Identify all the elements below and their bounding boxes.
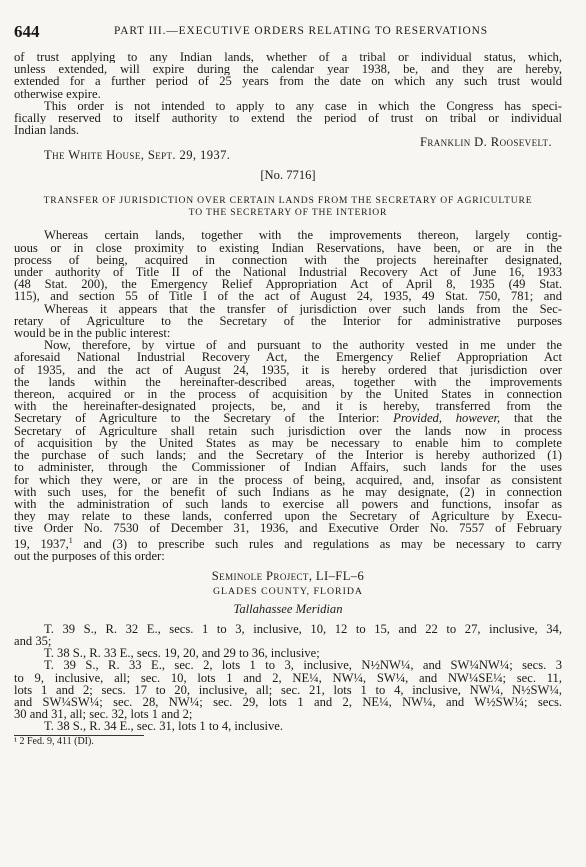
order-title-line-2: TO THE SECRETARY OF THE INTERIOR [188,207,388,219]
text-line: (48 Stat. 200), the Emergency Relief Appropriation Act of April 8, 1935 (49 Stat. [14,278,562,291]
text-line: This order is not intended to apply to any case in which the Congress has speci- [44,99,562,113]
tract-line: T. 39 S., R. 33 E., sec. 2, lots 1 to 3, inclusive, N½NW¼, and SW¼NW¼; secs. 3 [44,659,562,672]
text-line: Indian lands. [14,124,80,137]
text-line: aforesaid National Industrial Recovery Act, the Emergency Relief Appropriation Act [14,351,562,364]
text-line: would be in the public interest: [14,327,171,340]
text-line: with the administration of such lands to exercise all powers and functions, insofar as [14,497,562,511]
text-line: of trust applying to any Indian lands, whether of a tribal or individual status, which, [14,51,562,64]
tract-line: T. 39 S., R. 32 E., secs. 1 to 3, inclusive, 10, 12 to 15, and 22 to 27, inclusive, 34, [44,622,562,635]
text-line: out the purposes of this order: [14,549,165,563]
text-line: unless extended, will expire during the calendar year 1938, be, and they are hereby, [14,63,562,76]
project-heading: Seminole Project, LI–FL–6 [211,570,365,583]
text-line: of acquisition by the United States as may be necessary to enable him to complete [14,436,562,450]
text-line: the purchase of such lands; and the Secretary of the Interior is hereby authorized (1) [14,449,562,462]
text-line: 19, 1937,$^1$ and (3) to prescribe such rules and regulations as may be necessary to carry [14,535,562,550]
text-line: the lands within the hereinafter-described areas, together with the improvements [14,375,562,389]
text-line: uous or in close proximity to existing Indian Reservations, have been, or are in the [14,241,562,254]
text-line: for which they were, or are in the process of being, acquired, and, insofar as consistent [14,473,562,486]
tract-line: T. 38 S., R. 33 E., secs. 19, 20, and 29 to 36, inclusive; [44,647,320,660]
text-line: otherwise expire. [14,87,101,100]
tract-line: to 9, inclusive, all; sec. 10, lots 1 and 2, NE¼, NW¼, SW¼, and NW¼SE¼; sec. 11, [14,671,562,684]
text-line: with the hereinafter-designated projects, be, and it is hereby, transferred from the [14,400,562,413]
page-header [14,22,574,42]
page-body [14,51,562,748]
tract-line: T. 38 S., R. 34 E., sec. 31, lots 1 to 4, inclusive. [44,720,284,733]
text-line: Secretary of Agriculture to the Secretary of the Interior: Provided, however, that the [14,412,562,425]
footnote-ref: 1 [68,535,73,545]
page-number: 644 [14,22,40,41]
text-line: they may relate to these lands, conferred upon the Secretary of Agriculture by Execu- [14,510,562,523]
text-line: under authority of Title II of the National Industrial Recovery Act of June 16, 1933 [14,266,562,279]
text-line: Now, therefore, by virtue of and pursuant to the authority vested in me under the [44,339,562,352]
county-heading: GLADES COUNTY, FLORIDA [212,586,363,598]
text-line: extended for a further period of 25 years from the date on which any such trust would [14,75,562,88]
tract-line: 30 and 31, all; sec. 32, lots 1 and 2; [14,708,193,721]
text-line: thereon, acquired or in the process of acquisition by the United States in connection [14,388,562,401]
text-line: 115), and section 55 of Title I of the act of August 24, 1935, 49 Stat. 750, 781; and [14,290,562,303]
order-number: [No. 7716] [260,168,316,182]
text-line: of 1935, and the act of August 24, 1935, it is hereby ordered that jurisdiction over [14,363,562,376]
text-line: to administer, through the Commissioner of Indian Affairs, such lands for the uses [14,461,562,474]
text-line: with such uses, for the benefit of such Indians as he may designate, (2) in connection [14,485,562,498]
dateline: The White House, Sept. 29, 1937. [44,148,231,161]
text-line: process of being, acquired in connection with the projects hereinafter designated, [14,253,562,267]
meridian-heading: Tallahassee Meridian [233,602,343,615]
tract-line: and SW¼SW¼; sec. 28, NW¼; sec. 29, lots 1 and 2, NE¼, NW¼, and W½SW¼; secs. [14,695,562,709]
text-line: Whereas certain lands, together with the improvements thereon, largely contig- [44,229,562,242]
text-line: retary of Agriculture to the Secretary of the Interior for administrative purposes [14,314,562,328]
text-line: tive Order No. 7530 of December 31, 1936, and Executive Order No. 7557 of February [14,522,562,535]
text-line: fically reserved to itself authority to extend the period of trust on tribal or individual [14,112,562,125]
tract-line: and 35; [14,634,52,648]
order-title-line-1: TRANSFER OF JURISDICTION OVER CERTAIN LANDS FROM THE SECRETARY OF AGRICULTURE [43,195,533,207]
text-line: Whereas it appears that the transfer of jurisdiction over such lands from the Sec- [44,302,562,315]
running-head: PART III.—EXECUTIVE ORDERS RELATING TO RESERVATIONS [114,25,489,37]
text-line: Secretary of Agriculture shall retain such jurisdiction over the lands now in process [14,424,562,437]
tract-line: lots 1 and 2; secs. 17 to 20, inclusive, all; sec. 21, lots 1 to 4, inclusive, NW¼, N½SW¼, [14,683,562,696]
footnote: ¹ 2 Fed. 9, 411 (DI). [14,735,94,747]
signature: Franklin D. Roosevelt. [419,136,552,149]
